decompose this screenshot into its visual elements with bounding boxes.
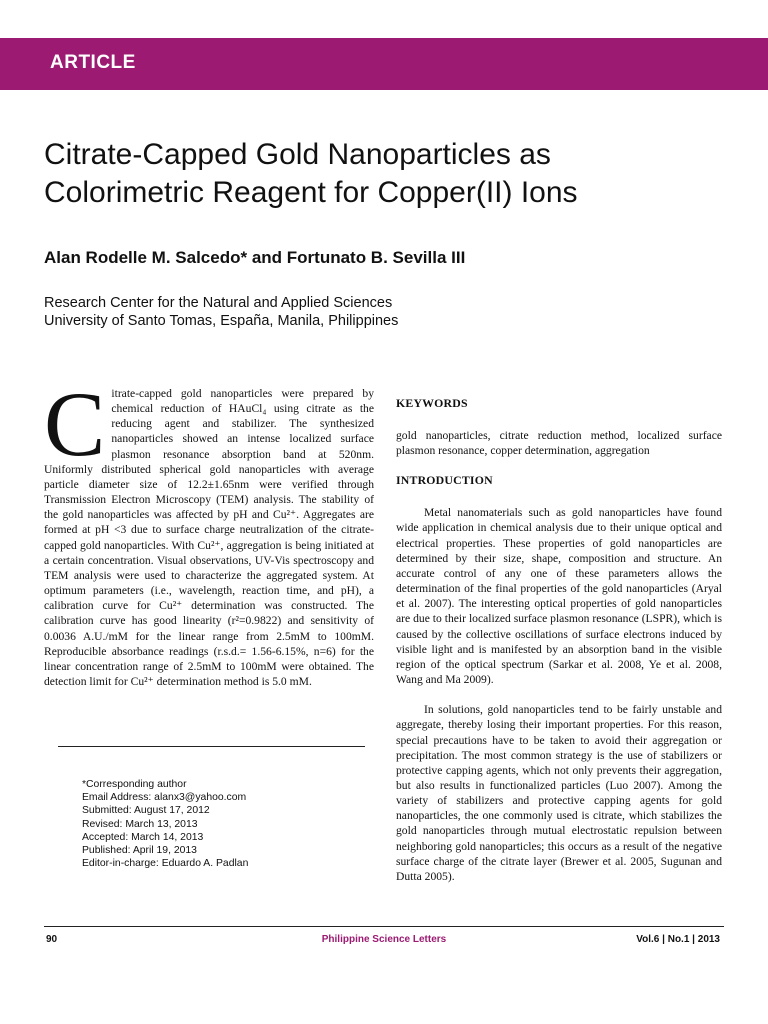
intro-paragraph-2: In solutions, gold nanoparticles tend to be fairly unstable and aggregate, thereby losing their important properties. For this reason, special precautions have to be taken to avoid their aggregation or precipitation. The most common strategy is the use of stabilizers or protective capping agents, which not only prevents their aggregation, but also results in functionalized particles (Luo 2007). Among the variety of stabilizers and protective capping agents for gold nanoparticles, the one commonly used is citrate, which stabilizes the gold nanoparticles through mutual electrostatic repulsion between neighboring gold nanoparticles; this occurs as a result of the negative surface charge of the citrate layer (Brewer et al. 2005, Sugunan and Dutta 2005). [396, 703, 722, 883]
title-line-2: Colorimetric Reagent for Copper(II) Ions [44, 176, 578, 209]
intro-paragraph-1: Metal nanomaterials such as gold nanoparticles have found wide application in chemical analysis due to their unique optical and electrical properties. These properties of gold nanoparticles are determined by their size, shape, composition and structure. An accurate control of any one of these parameters allows the determination of the final properties of the gold nanoparticles (Aryal et al. 2007). The interesting optical properties of gold nanoparticles are due to their localized surface plasmon resonance (LSPR), which is caused by the collective oscillations of surface electrons induced by visible light and is manifested by an absorption band in the visible region of the optical spectrum (Sarkar et al. 2008, Ye et al. 2008, Wang and Ma 2009). [396, 506, 722, 687]
abstract-text: itrate-capped gold nanoparticles were prepared by chemical reduction of HAuCl₄ using citrate as the reducing agent and stabilizer. The synthesized nanoparticles showed an intense localized surface plasmon resonance absorption band at 520nm. Uniformly distributed spherical gold nanoparticles with average particle diameter size of 12.2±1.65nm were verified through Transmission Electron Microscopy (TEM) analysis. The stability of the gold nanoparticles was affected by pH and Cu²⁺. Aggregates are formed at pH <3 due to surface charge neutralization of the citrate-capped gold nanoparticles. With Cu²⁺, aggregation is being initiated at a certain concentration. Visual observations, UV-Vis spectroscopy and TEM analysis were used to characterize the aggregated system. At optimum parameters (i.e., wavelength, reaction time, and pH), a calibration curve for Cu²⁺ determination was constructed. The calibration curve has good linearity (r²=0.9822) and sensitivity of 0.0036 A.U./mM for the linear range from 2.5mM to 100mM. Reproducible absorbance readings (r.s.d.= 1.56-6.15%, n=6) for the linear concentration range of 2.5mM to 100mM were obtained. The detection limit for Cu²⁺ determination method is 5.0 mM. [44, 387, 374, 688]
affiliation-line-2: University of Santo Tomas, España, Manila, Philippines [44, 313, 399, 329]
volume-info: Vol.6 | No.1 | 2013 [636, 934, 720, 945]
corresponding-email: Email Address: alanx3@yahoo.com [82, 792, 247, 804]
footer-divider [44, 926, 724, 927]
published-date: Published: April 19, 2013 [82, 845, 197, 857]
accepted-date: Accepted: March 14, 2013 [82, 831, 204, 843]
corresponding-info [82, 778, 248, 870]
revised-date: Revised: March 13, 2013 [82, 818, 198, 830]
right-column [396, 396, 722, 884]
introduction-heading: INTRODUCTION [396, 473, 493, 488]
title-line-1: Citrate-Capped Gold Nanoparticles as [44, 138, 551, 171]
keywords-heading: KEYWORDS [396, 396, 468, 410]
article-banner [0, 38, 768, 90]
abstract-divider [58, 746, 365, 747]
journal-name: Philippine Science Letters [321, 934, 447, 945]
affiliation-line-1: Research Center for the Natural and Applied Sciences [44, 295, 393, 311]
keywords-text: gold nanoparticles, citrate reduction method, localized surface plasmon resonance, copper determination, aggregation [396, 429, 722, 458]
abstract-dropcap: C [44, 373, 106, 475]
abstract [44, 373, 374, 689]
submitted-date: Submitted: August 17, 2012 [82, 805, 210, 817]
corresponding-author-note: *Corresponding author [82, 779, 187, 790]
article-label: ARTICLE [50, 52, 136, 73]
editor-in-charge: Editor-in-charge: Eduardo A. Padlan [82, 858, 249, 870]
authors: Alan Rodelle M. Salcedo* and Fortunato B. Sevilla III [44, 248, 466, 267]
page-number: 90 [46, 934, 58, 945]
paper-title [44, 136, 734, 212]
affiliation [44, 294, 398, 330]
